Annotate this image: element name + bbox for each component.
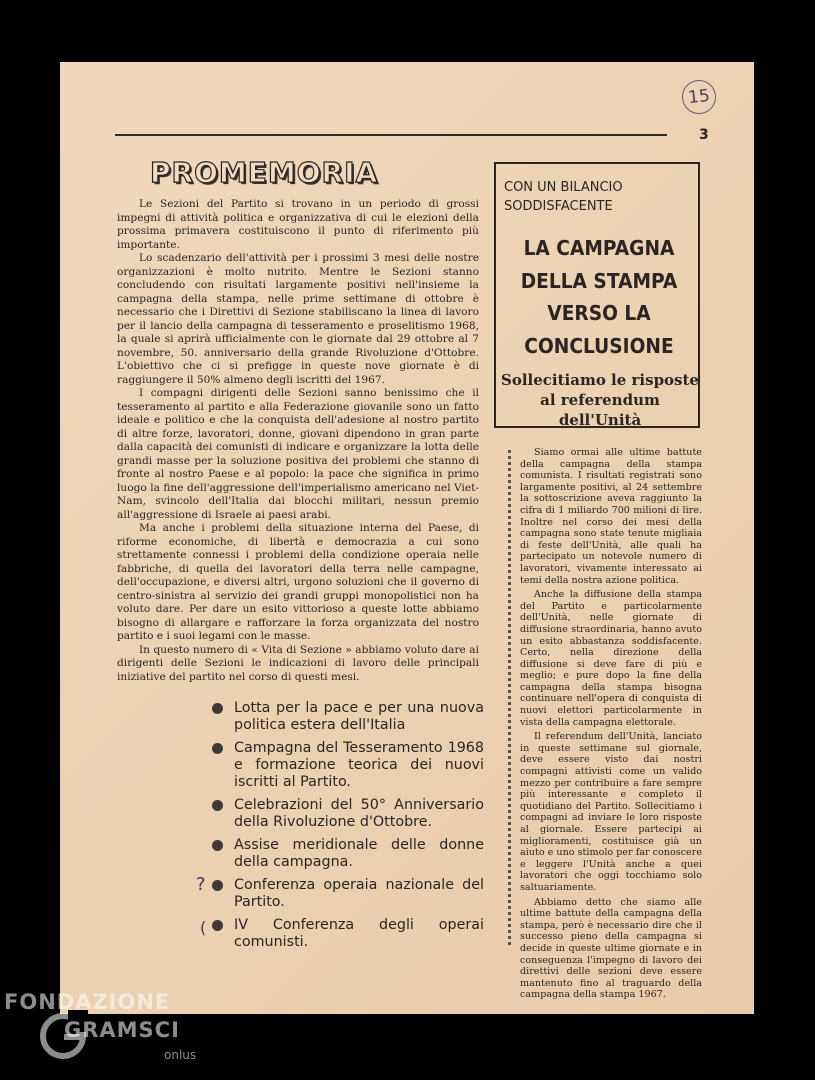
box-solicit-text: Sollecitiamo le risposte al referendum dell'Unità (501, 371, 699, 429)
article-paragraph: Il referendum dell'Unità, lanciato in queste settimane sul giornale, deve essere visto dai nostri compagni attivisti come un valido mezzo per contribuire a fare sempre più interessante e completo il quotidiano del Partito. Sollecitiamo i compagni ad inviare le loro risposte al giornale. Essere partecipi ai miglioramenti, costituisce già un aiuto e uno stimolo per far conoscere e leggere l'Unità anche a quei lavoratori che oggi tocchiamo solo saltuariamente. (520, 731, 702, 893)
bullet-dot-icon (212, 840, 223, 851)
article-paragraph: Le Sezioni del Partito si trovano in un periodo di grossi impegni di attività politica e organizzativa di cui le elezioni della prossima primavera costituiscono il punto di riferimento più importante. (117, 198, 479, 251)
handwritten-mark: ? (196, 874, 206, 895)
article-paragraph: Ma anche i problemi della situazione interna del Paese, di riforme economiche, di libertà e democrazia a cui sono strettamente connessi i problemi della condizione operaia nelle fabbriche, di quella dei lavoratori della terra nelle campagne, dell'occupazione, e diversi altri, urgono soluzioni che il governo di centro-sinistra al servizio dei grandi gruppi monopolistici non ha voluto dare. Per dare un esito vittorioso a queste lotte abbiamo bisogno di allargare e rafforzare la forza organizzata del nostro partito e i suoi legami con le masse. (117, 522, 479, 642)
box-subtitle: CON UN BILANCIO SODDISFACENTE (504, 180, 623, 214)
page-title: PROMEMORIA (150, 156, 379, 189)
article-paragraph: In questo numero di « Vita di Sezione » abbiamo voluto dare ai dirigenti delle Sezioni le indicazioni di lavoro delle principali iniziative del partito nel corso di questi mesi. (117, 643, 479, 683)
article-paragraph: Lo scadenzario dell'attività per i prossimi 3 mesi delle nostre organizzazioni è molto nutrito. Mentre le Sezioni stanno concludendo con risultati largamente positivi nell'insieme la campagna della stampa, nelle prime settimane di ottobre è necessario che i Direttivi di Sezione stabiliscano la linea di lavoro per il lancio della campagna di tesseramento e proselitismo 1968, la quale si aprirà ufficialmente con le giornate dal 29 ottobre al 7 novembre, 50. anniversario della grande Rivoluzione d'Ottobre. L'obiettivo che ci si prefigge in queste nove giornate è di raggiungere il 50% almeno degli iscritti del 1967. (117, 252, 479, 386)
handwritten-mark: ( (200, 918, 207, 937)
column-divider (508, 450, 511, 945)
list-item: Lotta per la pace e per una nuova politica estera dell'Italia (210, 700, 484, 734)
archive-number-stamp: 15 (680, 78, 717, 115)
initiatives-list (210, 700, 484, 957)
article-paragraph: Abbiamo detto che siamo alle ultime battute della campagna della stampa, però è necessario dire che il successo pieno della campagna si decide in queste ultime giornate e in conseguenza l'impegno di lavoro dei direttivi delle sezioni deve essere mantenuto fino al traguardo della campagna della stampa 1967. (520, 896, 702, 1001)
watermark-line2: GRAMSCI (64, 1018, 180, 1042)
watermark-line3: onlus (164, 1048, 197, 1062)
bullet-dot-icon (212, 920, 223, 931)
list-item: Celebrazioni del 50° Anniversario della Rivoluzione d'Ottobre. (210, 797, 484, 831)
list-item: IV Conferenza degli operai comunisti. (210, 917, 484, 951)
list-item: Conferenza operaia nazionale del Partito. (210, 877, 484, 911)
bullet-dot-icon (212, 703, 223, 714)
press-campaign-article (520, 447, 702, 1004)
bullet-dot-icon (212, 880, 223, 891)
bullet-dot-icon (212, 800, 223, 811)
page-number: 3 (699, 127, 709, 143)
intro-article (117, 198, 479, 684)
watermark-line1: FONDAZIONE (4, 990, 171, 1014)
article-paragraph: Siamo ormai alle ultime battute della campagna della stampa comunista. I risultati registrati sono largamente positivi, al 24 settembre la sottoscrizione aveva raggiunto la cifra di 1 miliardo 700 milioni di lire. Inoltre nel corso dei mesi della campagna sono state tenute migliaia di feste dell'Unità, alle quali ha partecipato un notevole numero di lavoratori, vivamente interessato ai temi della nostra azione politica. (520, 447, 702, 586)
article-paragraph: Anche la diffusione della stampa del Partito e particolarmente dell'Unità, nelle giornate di diffusione straordinaria, hanno avuto un esito abbastanza soddisfacente. Certo, nella direzione della diffusione si deve fare di più e meglio; e pure dopo la fine della campagna della stampa bisogna continuare nell'opera di conquista di nuovi elettori particolarmente in vista della campagna elettorale. (520, 589, 702, 728)
header-rule (115, 134, 667, 136)
list-item: Campagna del Tesseramento 1968 e formazione teorica dei nuovi iscritti al Partito. (210, 740, 484, 791)
fondazione-gramsci-watermark (4, 990, 204, 1070)
box-headline: LA CAMPAGNA DELLA STAMPA VERSO LA CONCLUSIONE (520, 236, 678, 358)
bullet-dot-icon (212, 743, 223, 754)
list-item: Assise meridionale delle donne della campagna. (210, 837, 484, 871)
article-paragraph: I compagni dirigenti delle Sezioni sanno benissimo che il tesseramento al partito e alla Federazione giovanile sono un fatto ideale e politico e che la conquista dell'adesione al nostro partito di altre forze, lavoratori, donne, giovani dipendono in gran parte dalla capacità dei comunisti di indicare e organizzare la lotta delle grandi masse per la soluzione positiva dei problemi che stanno di fronte al nostro Paese e al popolo: la pace che significa in primo luogo la fine dell'aggressione dell'imperialismo americano nel Viet-Nam, svincolo dell'Italia dai blocchi militari, nessun premio all'aggressione di Israele ai paesi arabi. (117, 387, 479, 521)
press-campaign-box (494, 162, 700, 428)
